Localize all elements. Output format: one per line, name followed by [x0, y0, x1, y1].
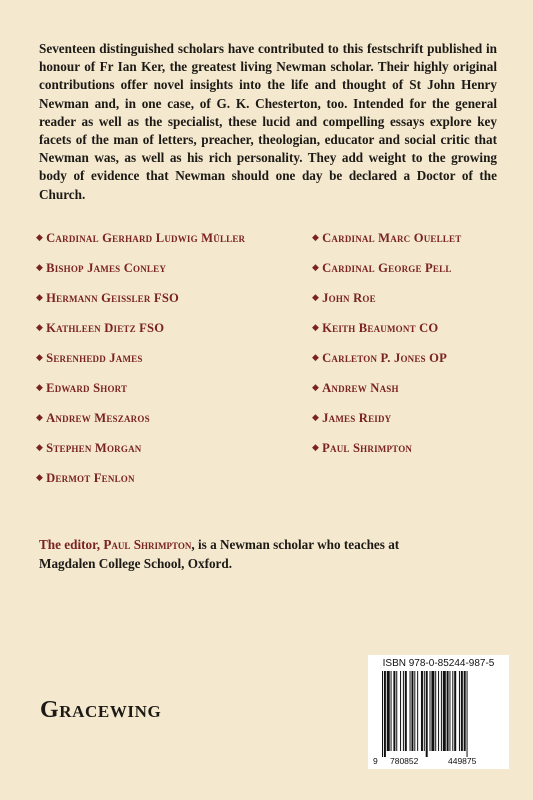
bullet-icon: ◆ [312, 262, 320, 272]
contributor-column-left [36, 229, 245, 499]
contributor-item: ◆ Serenhedd James [36, 351, 143, 365]
contributor-item: ◆ Carleton P. Jones OP [312, 351, 447, 365]
bullet-icon: ◆ [312, 232, 320, 242]
contributor-item: ◆ Edward Short [36, 381, 128, 395]
contributor-item: ◆ Cardinal Gerhard Ludwig Müller [36, 231, 246, 245]
contributor-item: ◆ Dermot Fenlon [36, 471, 135, 485]
bullet-icon: ◆ [312, 292, 320, 302]
contributor-item: ◆ Cardinal George Pell [312, 261, 452, 275]
editor-note: The editor, Paul Shrimpton, is a Newman scholar who teaches at Magdalen College School, Oxford. [39, 537, 400, 571]
bullet-icon: ◆ [36, 232, 44, 242]
bullet-icon: ◆ [312, 322, 320, 332]
bullet-icon: ◆ [36, 352, 44, 362]
barcode-icon [368, 671, 509, 757]
contributor-item: ◆ Paul Shrimpton [312, 441, 413, 455]
bullet-icon: ◆ [36, 382, 44, 392]
barcode-digit: 449875 [448, 756, 477, 766]
barcode-digit: 9 [373, 756, 378, 766]
bullet-icon: ◆ [36, 412, 44, 422]
contributor-item: ◆ Stephen Morgan [36, 441, 142, 455]
barcode-digit: 780852 [390, 756, 419, 766]
bullet-icon: ◆ [36, 292, 44, 302]
contributor-item: ◆ Kathleen Dietz FSO [36, 321, 165, 335]
bullet-icon: ◆ [312, 412, 320, 422]
bullet-icon: ◆ [312, 442, 320, 452]
contributor-item: ◆ James Reidy [312, 411, 392, 425]
bullet-icon: ◆ [312, 352, 320, 362]
contributor-item: ◆ John Roe [312, 291, 376, 305]
contributor-item: ◆ Keith Beaumont CO [312, 321, 439, 335]
contributor-item: ◆ Andrew Nash [312, 381, 399, 395]
contributor-item: ◆ Cardinal Marc Ouellet [312, 231, 462, 245]
back-cover-blurb: Seventeen distinguished scholars have contributed to this festschrift published in honour of Fr Ian Ker, the greatest living Newman scholar. Their highly original contributions offer novel insights into the life and thought of St John Henry Newman and, in one case, of G. K. Chesterton, too. Intended for the general reader as well as the specialist, these lucid and compelling essays explore key facets of the man of letters, preacher, theologian, educator and social critic that Newman was, as well as his rich personality. They add weight to the growing body of evidence that Newman should one day be declared a Doctor of the Church. [39, 41, 497, 202]
contributor-item: ◆ Andrew Meszaros [36, 411, 150, 425]
contributor-column-right [312, 229, 461, 469]
bullet-icon: ◆ [36, 472, 44, 482]
publisher-logo: Gracewing [40, 697, 162, 723]
bullet-icon: ◆ [312, 382, 320, 392]
isbn-barcode [368, 655, 509, 769]
bullet-icon: ◆ [36, 442, 44, 452]
contributor-item: ◆ Bishop James Conley [36, 261, 167, 275]
editor-name: Paul Shrimpton [103, 537, 192, 552]
isbn-label: ISBN 978-0-85244-987-5 [382, 658, 495, 669]
bullet-icon: ◆ [36, 322, 44, 332]
bullet-icon: ◆ [36, 262, 44, 272]
contributor-item: ◆ Hermann Geissler FSO [36, 291, 180, 305]
